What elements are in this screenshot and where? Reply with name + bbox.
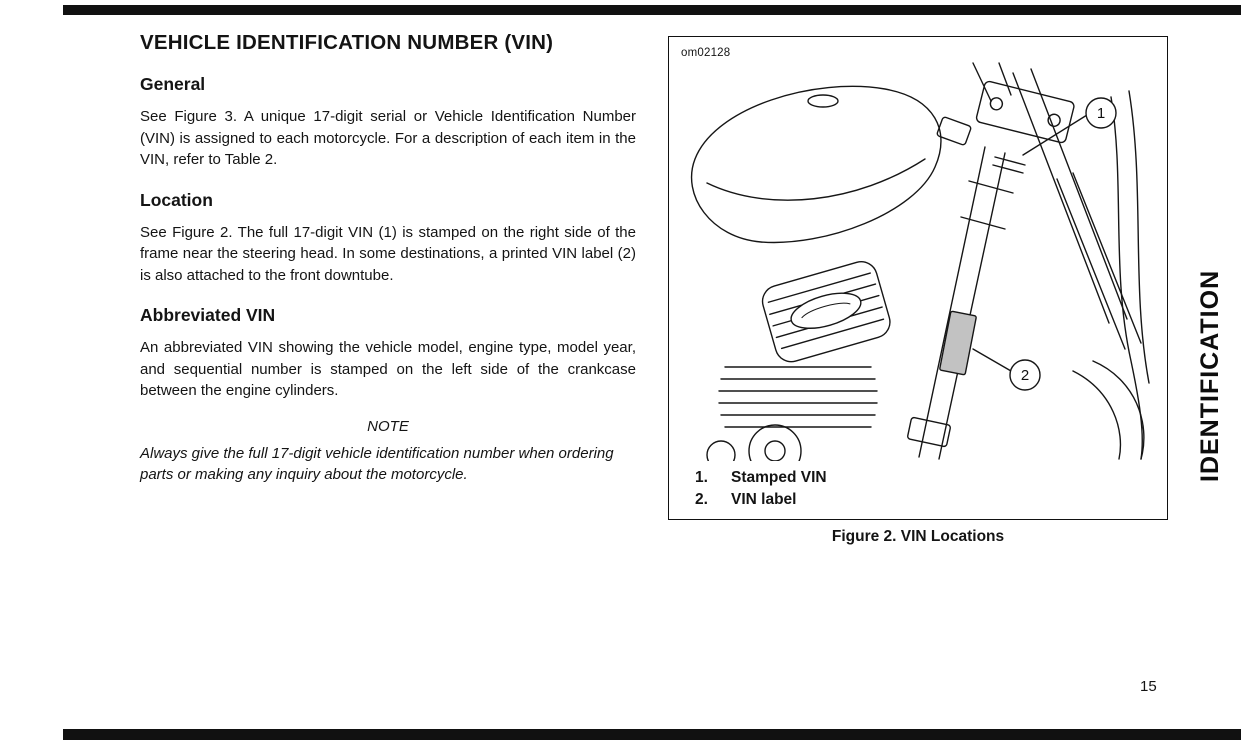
- legend-2-label: VIN label: [731, 491, 797, 508]
- svg-text:1: 1: [1096, 105, 1106, 122]
- note-label: NOTE: [367, 417, 409, 435]
- figure-panel: [668, 36, 1168, 520]
- note-body: Always give the full 17-digit vehicle identification number when ordering parts or making any inquiry about the motorcycle.: [140, 444, 614, 483]
- top-rule: [63, 5, 1241, 15]
- legend-row-2: [695, 489, 827, 511]
- heading-abbreviated-vin: Abbreviated VIN: [140, 305, 276, 325]
- legend-row-1: [695, 467, 827, 489]
- page-title: VEHICLE IDENTIFICATION NUMBER (VIN): [140, 31, 554, 54]
- fuel-tank: [692, 86, 941, 242]
- figure-code: om02128: [681, 47, 731, 59]
- legend-2-number: 2.: [695, 491, 708, 508]
- vin-label-shade: [940, 311, 977, 375]
- svg-text:2: 2: [1020, 367, 1030, 384]
- figure-legend: [695, 467, 827, 511]
- chapter-tab-identification: IDENTIFICATION: [1196, 269, 1224, 483]
- paragraph-general: See Figure 3. A unique 17-digit serial or Vehicle Identification Number (VIN) is assigned to each motorcycle. For a description of each item in the VIN, refer to Table 2.: [140, 108, 636, 168]
- legend-1-number: 1.: [695, 469, 708, 486]
- bottom-rule: [63, 729, 1241, 740]
- control-cables: [1111, 91, 1149, 459]
- frame-downtube: [907, 147, 1013, 459]
- heading-location: Location: [140, 189, 213, 210]
- vin-location-drawing: [673, 61, 1163, 461]
- engine: [707, 367, 877, 461]
- content-column: [140, 31, 636, 486]
- heading-general: General: [140, 74, 206, 94]
- callout-1: [1023, 98, 1116, 155]
- air-cleaner: [759, 258, 894, 366]
- front-fender: [1073, 361, 1144, 459]
- figure-caption: Figure 2. VIN Locations: [831, 528, 1005, 545]
- paragraph-abbreviated-vin: An abbreviated VIN showing the vehicle model, engine type, model year, and sequential number is stamped on the left side of the crankcase between the engine cylinders.: [140, 339, 636, 399]
- paragraph-location: See Figure 2. The full 17-digit VIN (1) is stamped on the right side of the frame near the steering head. In some destinations, a printed VIN label (2) is also attached to the front downtube.: [140, 223, 636, 284]
- legend-1-label: Stamped VIN: [731, 469, 827, 486]
- callout-2: [973, 349, 1040, 390]
- page-number: 15: [1140, 678, 1157, 695]
